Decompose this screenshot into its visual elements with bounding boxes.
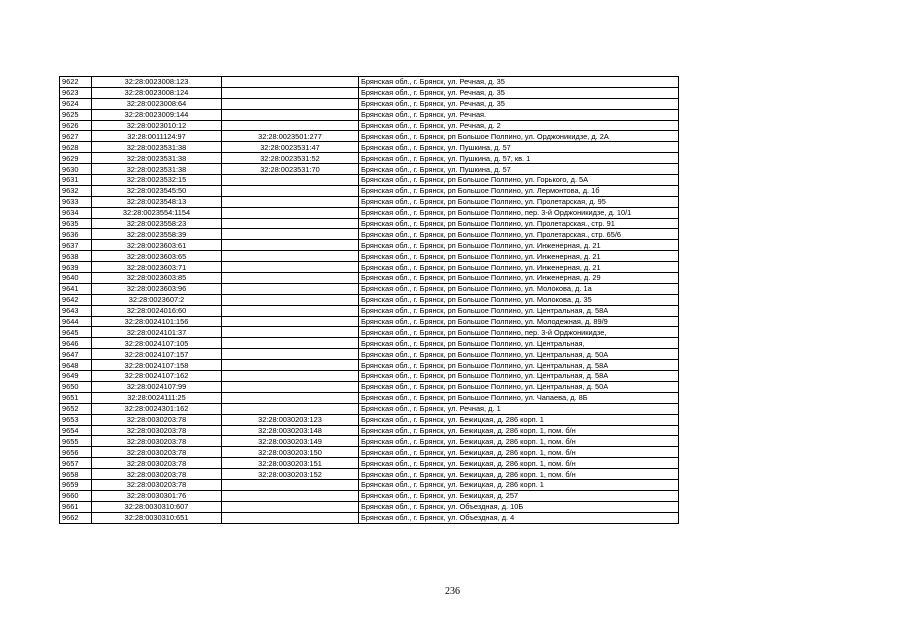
related-cadastral-number-cell: [222, 392, 359, 403]
row-number-cell: 9630: [60, 164, 92, 175]
address-cell: Брянская обл., г. Брянск, ул. Бежицкая, д. 286 корп. 1, пом. б/н: [359, 425, 679, 436]
address-cell: Брянская обл., г. Брянск, рп Большое Полпино, ул. Инженерная, д. 21: [359, 262, 679, 273]
cadastral-number-cell: 32:28:0030203:78: [92, 436, 222, 447]
cadastral-number-cell: 32:28:0023554:1154: [92, 207, 222, 218]
row-number-cell: 9649: [60, 371, 92, 382]
cadastral-number-cell: 32:28:0023558:23: [92, 218, 222, 229]
address-cell: Брянская обл., г. Брянск, ул. Речная.: [359, 109, 679, 120]
table-row: [60, 360, 679, 371]
cadastral-number-cell: 32:28:0030203:78: [92, 479, 222, 490]
row-number-cell: 9660: [60, 490, 92, 501]
cadastral-number-cell: 32:28:0024101:156: [92, 316, 222, 327]
row-number-cell: 9645: [60, 327, 92, 338]
related-cadastral-number-cell: [222, 371, 359, 382]
table-row: [60, 273, 679, 284]
row-number-cell: 9624: [60, 98, 92, 109]
cadastral-number-cell: 32:28:0023607:2: [92, 294, 222, 305]
related-cadastral-number-cell: [222, 98, 359, 109]
row-number-cell: 9633: [60, 196, 92, 207]
address-cell: Брянская обл., г. Брянск, рп Большое Полпино, ул. Чапаева, д. 8Б: [359, 392, 679, 403]
related-cadastral-number-cell: [222, 229, 359, 240]
cadastral-number-cell: 32:28:0030203:78: [92, 425, 222, 436]
row-number-cell: 9623: [60, 87, 92, 98]
page-number: 236: [445, 586, 460, 597]
related-cadastral-number-cell: [222, 207, 359, 218]
related-cadastral-number-cell: [222, 251, 359, 262]
cadastral-number-cell: 32:28:0030203:78: [92, 458, 222, 469]
cadastral-number-cell: 32:28:0023531:38: [92, 164, 222, 175]
address-cell: Брянская обл., г. Брянск, рп Большое Полпино, ул. Центральная, д. 50А: [359, 381, 679, 392]
related-cadastral-number-cell: [222, 109, 359, 120]
table-row: [60, 349, 679, 360]
address-cell: Брянская обл., г. Брянск, ул. Речная, д. 1: [359, 403, 679, 414]
cadastral-number-cell: 32:28:0023603:65: [92, 251, 222, 262]
address-cell: Брянская обл., г. Брянск, рп Большое Полпино, ул. Молокова, д. 35: [359, 294, 679, 305]
row-number-cell: 9631: [60, 175, 92, 186]
address-cell: Брянская обл., г. Брянск, рп Большое Полпино, ул. Пролетарская., стр. 65/6: [359, 229, 679, 240]
cadastral-number-cell: 32:28:0024016:60: [92, 305, 222, 316]
related-cadastral-number-cell: [222, 175, 359, 186]
cadastral-number-cell: 32:28:0023532:15: [92, 175, 222, 186]
table-row: [60, 196, 679, 207]
cadastral-number-cell: 32:28:0024107:157: [92, 349, 222, 360]
cadastral-number-cell: 32:28:0023603:85: [92, 273, 222, 284]
row-number-cell: 9659: [60, 479, 92, 490]
cadastral-number-cell: 32:28:0024107:162: [92, 371, 222, 382]
cadastral-number-cell: 32:28:0023009:144: [92, 109, 222, 120]
address-cell: Брянская обл., г. Брянск, ул. Пушкина, д. 57: [359, 164, 679, 175]
table-row: [60, 240, 679, 251]
address-cell: Брянская обл., г. Брянск, ул. Бежицкая, д. 286 корп. 1, пом. б/н: [359, 447, 679, 458]
row-number-cell: 9642: [60, 294, 92, 305]
row-number-cell: 9654: [60, 425, 92, 436]
row-number-cell: 9652: [60, 403, 92, 414]
related-cadastral-number-cell: 32:28:0023531:47: [222, 142, 359, 153]
address-cell: Брянская обл., г. Брянск, ул. Пушкина, д. 57, кв. 1: [359, 153, 679, 164]
table-row: [60, 458, 679, 469]
related-cadastral-number-cell: 32:28:0030203:148: [222, 425, 359, 436]
row-number-cell: 9636: [60, 229, 92, 240]
address-cell: Брянская обл., г. Брянск, ул. Объездная, д. 10Б: [359, 501, 679, 512]
row-number-cell: 9656: [60, 447, 92, 458]
table-row: [60, 490, 679, 501]
related-cadastral-number-cell: [222, 185, 359, 196]
cadastral-number-cell: 32:28:0023010:12: [92, 120, 222, 131]
related-cadastral-number-cell: [222, 240, 359, 251]
table-row: [60, 207, 679, 218]
address-cell: Брянская обл., г. Брянск, рп Большое Полпино, ул. Центральная, д. 50А: [359, 349, 679, 360]
cadastral-number-cell: 32:28:0023531:38: [92, 153, 222, 164]
cadastral-number-cell: 32:28:0024107:158: [92, 360, 222, 371]
related-cadastral-number-cell: [222, 381, 359, 392]
cadastral-number-cell: 32:28:0030203:78: [92, 447, 222, 458]
related-cadastral-number-cell: 32:28:0030203:149: [222, 436, 359, 447]
related-cadastral-number-cell: [222, 512, 359, 523]
row-number-cell: 9638: [60, 251, 92, 262]
address-cell: Брянская обл., г. Брянск, рп Большое Полпино, ул. Орджоникидзе, д. 2А: [359, 131, 679, 142]
address-cell: Брянская обл., г. Брянск, ул. Объездная, д. 4: [359, 512, 679, 523]
row-number-cell: 9635: [60, 218, 92, 229]
related-cadastral-number-cell: [222, 305, 359, 316]
table-row: [60, 77, 679, 88]
related-cadastral-number-cell: 32:28:0030203:123: [222, 414, 359, 425]
row-number-cell: 9634: [60, 207, 92, 218]
row-number-cell: 9639: [60, 262, 92, 273]
related-cadastral-number-cell: [222, 294, 359, 305]
table-row: [60, 175, 679, 186]
table-row: [60, 87, 679, 98]
address-cell: Брянская обл., г. Брянск, рп Большое Полпино, ул. Пролетарская, д. 95: [359, 196, 679, 207]
row-number-cell: 9646: [60, 338, 92, 349]
related-cadastral-number-cell: [222, 349, 359, 360]
row-number-cell: 9627: [60, 131, 92, 142]
table-row: [60, 371, 679, 382]
table-row: [60, 512, 679, 523]
table-row: [60, 338, 679, 349]
table-row: [60, 469, 679, 480]
related-cadastral-number-cell: [222, 283, 359, 294]
address-cell: Брянская обл., г. Брянск, рп Большое Полпино, ул. Инженерная, д. 21: [359, 240, 679, 251]
related-cadastral-number-cell: [222, 501, 359, 512]
table-row: [60, 229, 679, 240]
address-cell: Брянская обл., г. Брянск, ул. Речная, д. 35: [359, 98, 679, 109]
table-row: [60, 436, 679, 447]
row-number-cell: 9657: [60, 458, 92, 469]
address-cell: Брянская обл., г. Брянск, ул. Пушкина, д. 57: [359, 142, 679, 153]
table-row: [60, 262, 679, 273]
cadastral-number-cell: 32:28:0023008:124: [92, 87, 222, 98]
table-row: [60, 479, 679, 490]
table-row: [60, 381, 679, 392]
address-cell: Брянская обл., г. Брянск, ул. Речная, д. 35: [359, 77, 679, 88]
row-number-cell: 9637: [60, 240, 92, 251]
row-number-cell: 9628: [60, 142, 92, 153]
address-cell: Брянская обл., г. Брянск, ул. Речная, д. 35: [359, 87, 679, 98]
cadastral-number-cell: 32:28:0023558:39: [92, 229, 222, 240]
cadastral-number-cell: 32:28:0024111:25: [92, 392, 222, 403]
registry-table-body: [60, 77, 679, 524]
row-number-cell: 9651: [60, 392, 92, 403]
address-cell: Брянская обл., г. Брянск, ул. Бежицкая, д. 286 корп. 1, пом. б/н: [359, 436, 679, 447]
related-cadastral-number-cell: [222, 338, 359, 349]
related-cadastral-number-cell: 32:28:0030203:152: [222, 469, 359, 480]
row-number-cell: 9655: [60, 436, 92, 447]
cadastral-number-cell: 32:28:0023008:123: [92, 77, 222, 88]
row-number-cell: 9641: [60, 283, 92, 294]
address-cell: Брянская обл., г. Брянск, рп Большое Полпино, ул. Молокова, д. 1а: [359, 283, 679, 294]
table-row: [60, 425, 679, 436]
address-cell: Брянская обл., г. Брянск, ул. Бежицкая, д. 286 корп. 1, пом. б/н: [359, 469, 679, 480]
row-number-cell: 9629: [60, 153, 92, 164]
table-row: [60, 283, 679, 294]
related-cadastral-number-cell: [222, 262, 359, 273]
address-cell: Брянская обл., г. Брянск, рп Большое Полпино, ул. Инженерная, д. 21: [359, 251, 679, 262]
related-cadastral-number-cell: [222, 360, 359, 371]
cadastral-number-cell: 32:28:0023603:71: [92, 262, 222, 273]
table-row: [60, 185, 679, 196]
table-row: [60, 164, 679, 175]
related-cadastral-number-cell: [222, 77, 359, 88]
row-number-cell: 9661: [60, 501, 92, 512]
table-row: [60, 218, 679, 229]
address-cell: Брянская обл., г. Брянск, ул. Бежицкая, д. 286 корп. 1: [359, 414, 679, 425]
address-cell: Брянская обл., г. Брянск, рп Большое Полпино, ул. Центральная,: [359, 338, 679, 349]
cadastral-number-cell: 32:28:0024107:105: [92, 338, 222, 349]
cadastral-number-cell: 32:28:0030310:607: [92, 501, 222, 512]
row-number-cell: 9650: [60, 381, 92, 392]
related-cadastral-number-cell: 32:28:0030203:150: [222, 447, 359, 458]
related-cadastral-number-cell: [222, 87, 359, 98]
table-row: [60, 316, 679, 327]
cadastral-number-cell: 32:28:0030203:78: [92, 414, 222, 425]
related-cadastral-number-cell: [222, 273, 359, 284]
related-cadastral-number-cell: 32:28:0023531:52: [222, 153, 359, 164]
related-cadastral-number-cell: [222, 327, 359, 338]
address-cell: Брянская обл., г. Брянск, ул. Бежицкая, д. 286 корп. 1, пом. б/н: [359, 458, 679, 469]
cadastral-number-cell: 32:28:0023603:96: [92, 283, 222, 294]
related-cadastral-number-cell: [222, 316, 359, 327]
related-cadastral-number-cell: [222, 196, 359, 207]
address-cell: Брянская обл., г. Брянск, рп Большое Полпино, ул. Инженерная, д. 29: [359, 273, 679, 284]
cadastral-number-cell: 32:28:0030301:76: [92, 490, 222, 501]
cadastral-number-cell: 32:28:0023545:50: [92, 185, 222, 196]
table-row: [60, 327, 679, 338]
table-row: [60, 403, 679, 414]
table-row: [60, 98, 679, 109]
cadastral-number-cell: 32:28:0024107:99: [92, 381, 222, 392]
address-cell: Брянская обл., г. Брянск, рп Большое Полпино, ул. Лермонтова, д. 1б: [359, 185, 679, 196]
address-cell: Брянская обл., г. Брянск, ул. Речная, д. 2: [359, 120, 679, 131]
address-cell: Брянская обл., г. Брянск, рп Большое Полпино, ул. Молодежная, д. 89/9: [359, 316, 679, 327]
table-row: [60, 414, 679, 425]
row-number-cell: 9622: [60, 77, 92, 88]
related-cadastral-number-cell: [222, 403, 359, 414]
row-number-cell: 9625: [60, 109, 92, 120]
table-row: [60, 392, 679, 403]
table-row: [60, 120, 679, 131]
row-number-cell: 9626: [60, 120, 92, 131]
row-number-cell: 9648: [60, 360, 92, 371]
related-cadastral-number-cell: 32:28:0023501:277: [222, 131, 359, 142]
cadastral-number-cell: 32:28:0030203:78: [92, 469, 222, 480]
address-cell: Брянская обл., г. Брянск, рп Большое Полпино, пер. 3-й Орджоникидзе, д. 10/1: [359, 207, 679, 218]
cadastral-number-cell: 32:28:0023603:61: [92, 240, 222, 251]
cadastral-number-cell: 32:28:0011124:97: [92, 131, 222, 142]
table-row: [60, 251, 679, 262]
table-row: [60, 142, 679, 153]
table-row: [60, 153, 679, 164]
address-cell: Брянская обл., г. Брянск, рп Большое Полпино, пер. 3-й Орджоникидзе,: [359, 327, 679, 338]
address-cell: Брянская обл., г. Брянск, рп Большое Полпино, ул. Пролетарская., стр. 91: [359, 218, 679, 229]
table-row: [60, 131, 679, 142]
row-number-cell: 9662: [60, 512, 92, 523]
related-cadastral-number-cell: [222, 479, 359, 490]
row-number-cell: 9643: [60, 305, 92, 316]
row-number-cell: 9632: [60, 185, 92, 196]
address-cell: Брянская обл., г. Брянск, ул. Бежицкая, д. 286 корп. 1: [359, 479, 679, 490]
cadastral-number-cell: 32:28:0023548:13: [92, 196, 222, 207]
table-row: [60, 109, 679, 120]
address-cell: Брянская обл., г. Брянск, рп Большое Полпино, ул. Центральная, д. 58А: [359, 305, 679, 316]
row-number-cell: 9640: [60, 273, 92, 284]
cadastral-number-cell: 32:28:0023008:64: [92, 98, 222, 109]
address-cell: Брянская обл., г. Брянск, рп Большое Полпино, ул. Горького, д. 5А: [359, 175, 679, 186]
related-cadastral-number-cell: [222, 218, 359, 229]
cadastral-number-cell: 32:28:0024101:37: [92, 327, 222, 338]
related-cadastral-number-cell: 32:28:0023531:70: [222, 164, 359, 175]
address-cell: Брянская обл., г. Брянск, рп Большое Полпино, ул. Центральная, д. 58А: [359, 371, 679, 382]
row-number-cell: 9658: [60, 469, 92, 480]
table-row: [60, 305, 679, 316]
address-cell: Брянская обл., г. Брянск, ул. Бежицкая, д. 257: [359, 490, 679, 501]
table-row: [60, 294, 679, 305]
row-number-cell: 9647: [60, 349, 92, 360]
row-number-cell: 9644: [60, 316, 92, 327]
related-cadastral-number-cell: 32:28:0030203:151: [222, 458, 359, 469]
cadastral-number-cell: 32:28:0030310:651: [92, 512, 222, 523]
related-cadastral-number-cell: [222, 490, 359, 501]
table-row: [60, 447, 679, 458]
related-cadastral-number-cell: [222, 120, 359, 131]
address-cell: Брянская обл., г. Брянск, рп Большое Полпино, ул. Центральная, д. 58А: [359, 360, 679, 371]
row-number-cell: 9653: [60, 414, 92, 425]
table-row: [60, 501, 679, 512]
cadastral-number-cell: 32:28:0024301:162: [92, 403, 222, 414]
cadastral-number-cell: 32:28:0023531:38: [92, 142, 222, 153]
registry-table: [59, 76, 679, 524]
